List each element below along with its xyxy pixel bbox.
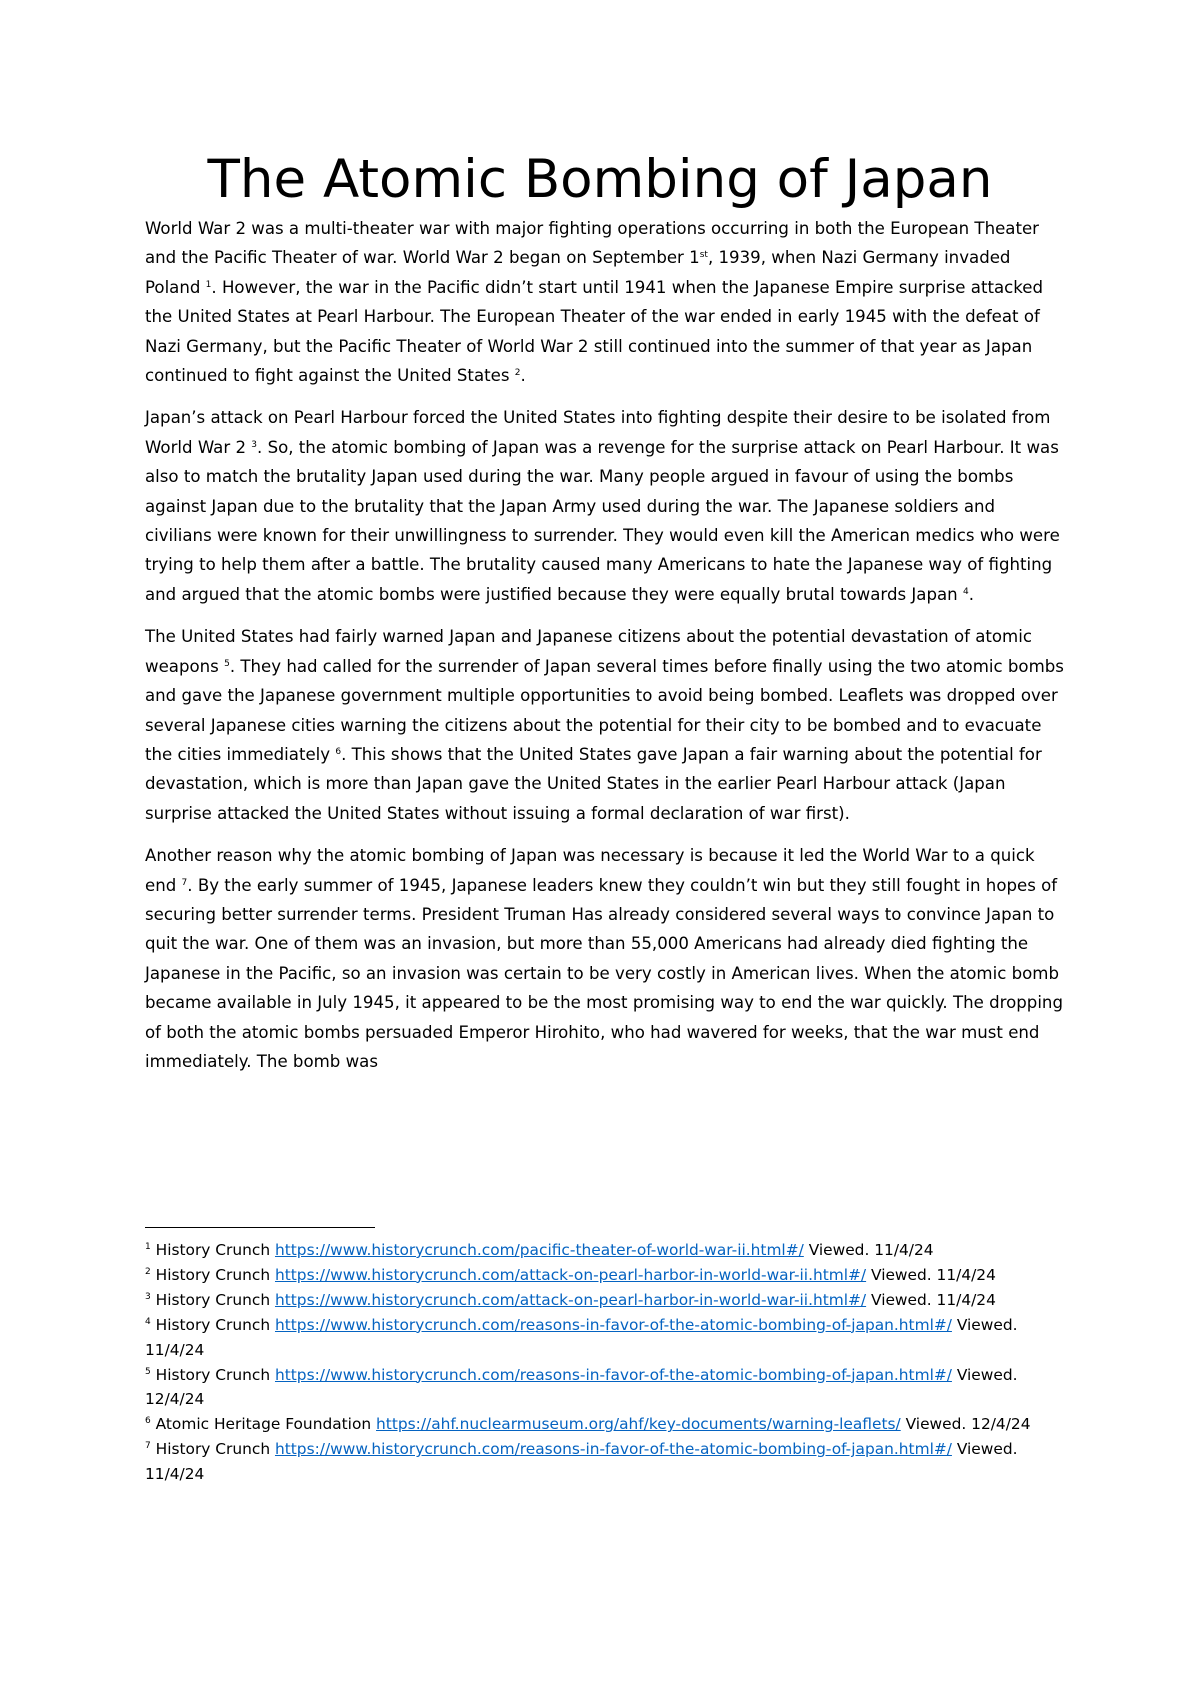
footnote-item <box>145 1437 1040 1487</box>
footnote-source: Atomic Heritage Foundation <box>155 1415 377 1434</box>
document-body <box>145 214 1065 1089</box>
footnote-viewed-date: Viewed. 11/4/24 <box>145 1315 1018 1359</box>
footnote-reference[interactable]: 7 <box>181 877 188 888</box>
body-paragraph <box>145 622 1065 828</box>
footnote-link[interactable]: https://www.historycrunch.com/attack-on-pearl-harbor-in-world-war-ii.html#/ <box>274 1265 867 1284</box>
footnote-item <box>145 1263 1040 1288</box>
footnote-link[interactable]: https://www.historycrunch.com/reasons-in-favor-of-the-atomic-bombing-of-japan.html#/ <box>274 1315 952 1334</box>
footnote-viewed-date: Viewed. 12/4/24 <box>145 1365 1018 1409</box>
footnote-item <box>145 1238 1040 1263</box>
footnote-source: History Crunch <box>155 1365 275 1384</box>
footnote-viewed-date: Viewed. 11/4/24 <box>145 1440 1018 1484</box>
footnote-item <box>145 1288 1040 1313</box>
paragraph-text: , 1939, when Nazi Germany invaded Poland <box>145 248 1011 297</box>
footnote-separator <box>145 1227 375 1228</box>
paragraph-text: World War 2 was a multi-theater war with major fighting operations occurring in both the European Theater and the Pacific Theater of war. World War 2 began on September 1 <box>145 219 1040 268</box>
paragraph-text: Japan’s attack on Pearl Harbour forced the United States into fighting despite their desire to be isolated from World War 2 <box>145 408 1051 457</box>
body-paragraph <box>145 841 1065 1076</box>
footnote-number: 7 <box>145 1441 151 1452</box>
footnote-link[interactable]: https://ahf.nuclearmuseum.org/ahf/key-documents/warning-leaflets/ <box>376 1415 901 1434</box>
paragraph-text: . <box>520 366 526 386</box>
footnote-viewed-date: Viewed. 11/4/24 <box>866 1265 996 1284</box>
footnote-link[interactable]: https://www.historycrunch.com/reasons-in-favor-of-the-atomic-bombing-of-japan.html#/ <box>274 1440 952 1459</box>
document-title: The Atomic Bombing of Japan <box>207 149 993 210</box>
footnote-viewed-date: Viewed. 11/4/24 <box>803 1241 934 1259</box>
footnote-number: 3 <box>145 1291 151 1302</box>
footnote-source: History Crunch <box>155 1315 275 1334</box>
footnote-link[interactable]: https://www.historycrunch.com/attack-on-pearl-harbor-in-world-war-ii.html#/ <box>274 1290 867 1309</box>
footnote-source: History Crunch <box>155 1290 275 1309</box>
paragraph-text: . This shows that the United States gave Japan a fair warning about the potential for devastation, which is more than Japan gave the United States in the earlier Pearl Harbour attack (Japan surprise attacked the United States without issuing a formal declaration of war first). <box>145 744 1042 823</box>
footnote-number: 4 <box>145 1316 151 1327</box>
footnote-item <box>145 1412 1040 1437</box>
paragraph-text: . <box>968 584 974 604</box>
footnote-viewed-date: Viewed. 12/4/24 <box>900 1415 1031 1434</box>
footnote-item <box>145 1313 1040 1363</box>
footnote-reference[interactable]: 2 <box>514 368 521 379</box>
footnote-reference[interactable]: 4 <box>962 586 969 597</box>
footnote-item <box>145 1363 1040 1413</box>
body-paragraph <box>145 403 1065 609</box>
footnote-number: 1 <box>145 1242 151 1252</box>
footnote-source: History Crunch <box>155 1265 275 1284</box>
paragraph-text: The United States had fairly warned Japan and Japanese citizens about the potential devastation of atomic weapons <box>145 627 1032 676</box>
footnote-number: 5 <box>145 1366 151 1377</box>
footnote-reference[interactable]: 6 <box>335 746 342 757</box>
footnote-source: History Crunch <box>155 1440 275 1459</box>
paragraph-text: Another reason why the atomic bombing of Japan was necessary is because it led the World War to a quick end <box>145 846 1035 895</box>
footnotes-section <box>145 1238 1040 1487</box>
footnote-source: History Crunch <box>155 1241 275 1259</box>
footnote-reference[interactable]: 5 <box>224 658 230 669</box>
paragraph-text: . They had called for the surrender of Japan several times before finally using the two atomic bombs and gave the Japanese government multiple opportunities to avoid being bombed. Leaflets was dropped over several Japanese cities warning the citizens about the potential for their city to be bombed and to evacuate the cities immediately <box>145 656 1064 764</box>
paragraph-text: . By the early summer of 1945, Japanese leaders knew they couldn’t win but they still fought in hopes of securing better surrender terms. President Truman Has already considered several ways to convince Japan to quit the war. One of them was an invasion, but more than 55,000 Americans had already died fighting the Japanese in the Pacific, so an invasion was certain to be very costly in American lives. When the atomic bomb became available in July 1945, it appeared to be the most promising way to end the war quickly. The dropping of both the atomic bombs persuaded Emperor Hirohito, who had wavered for weeks, that the war must end immediately. The bomb was <box>145 875 1063 1071</box>
footnote-viewed-date: Viewed. 11/4/24 <box>866 1290 996 1309</box>
footnote-reference[interactable]: 3 <box>251 439 258 450</box>
paragraph-text: . So, the atomic bombing of Japan was a revenge for the surprise attack on Pearl Harbour. It was also to match the brutality Japan used during the war. Many people argued in favour of using the bombs against Japan due to the brutality that the Japan Army used during the war. The Japanese soldiers and civilians were known for their unwillingness to surrender. They would even kill the American medics who were trying to help them after a battle. The brutality caused many Americans to hate the Japanese way of fighting and argued that the atomic bombs were justified because they were equally brutal towards Japan <box>145 437 1060 604</box>
paragraph-text: . However, the war in the Pacific didn’t start until 1941 when the Japanese Empire surprise attacked the United States at Pearl Harbour. The European Theater of the war ended in early 1945 with the defeat of Nazi Germany, but the Pacific Theater of World War 2 still continued into the summer of that year as Japan continued to fight against the United States <box>145 277 1044 386</box>
footnote-number: 6 <box>145 1416 151 1427</box>
footnote-number: 2 <box>145 1266 151 1277</box>
footnote-link[interactable]: https://www.historycrunch.com/reasons-in-favor-of-the-atomic-bombing-of-japan.html#/ <box>274 1365 952 1384</box>
footnote-reference[interactable]: 1 <box>205 279 212 290</box>
footnote-reference[interactable]: st <box>699 250 708 261</box>
footnote-link[interactable]: https://www.historycrunch.com/pacific-theater-of-world-war-ii.html#/ <box>274 1241 804 1259</box>
body-paragraph <box>145 214 1065 390</box>
